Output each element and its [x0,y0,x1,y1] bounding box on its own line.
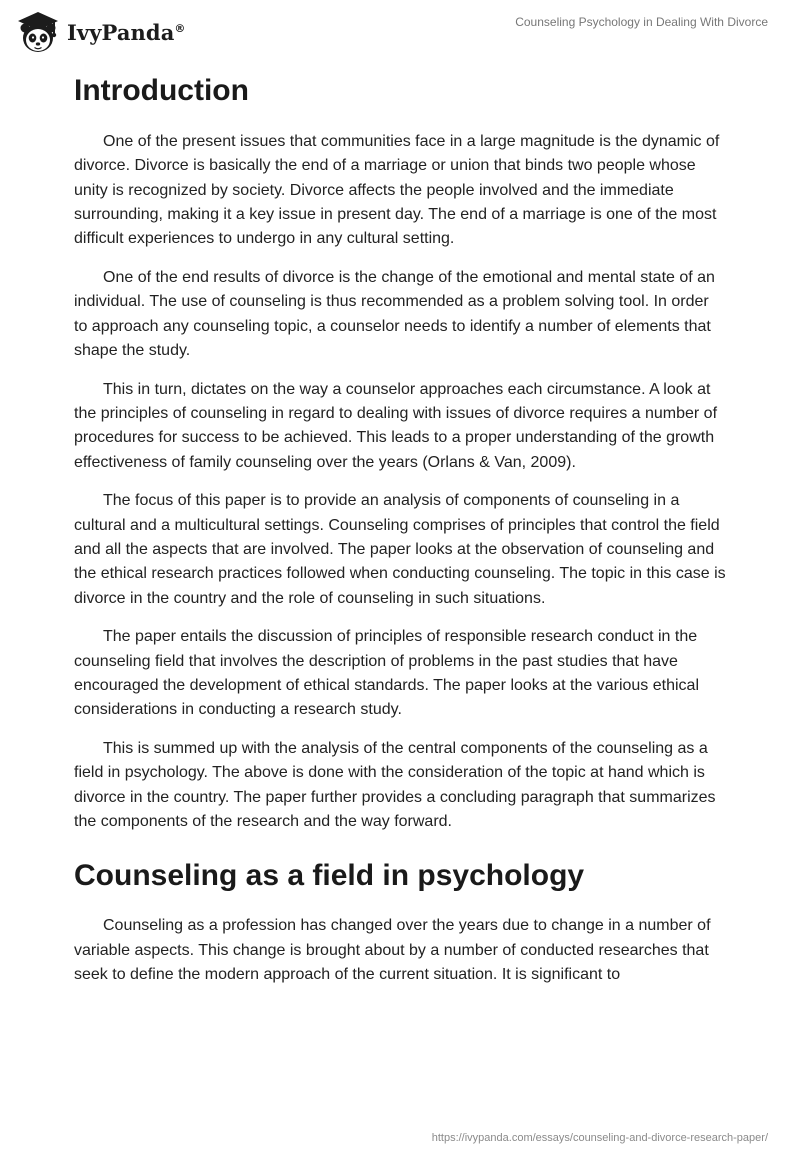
ivypanda-logo[interactable] [14,8,186,56]
panda-graduate-icon [14,9,62,55]
essay-body [74,72,726,1002]
paragraph: The paper entails the discussion of principles of responsible research conduct in the counseling field that involves the description of problems in the past studies that have encouraged the development of ethical standards. The paper looks at the various ethical considerations in conducting a research study. [74,628,699,719]
paragraph: Counseling as a profession has changed over the years due to change in a number of variable aspects. This change is brought about by a number of conducted researches that seek to define the modern approach of the current situation. It is significant to [74,917,711,983]
brand-name: IvyPanda® [67,19,186,45]
document-title: Counseling Psychology in Dealing With Divorce [515,15,768,29]
source-url[interactable]: https://ivypanda.com/essays/counseling-and-divorce-research-paper/ [431,1132,768,1144]
paragraph: One of the present issues that communities face in a large magnitude is the dynamic of divorce. Divorce is basically the end of a marriage or union that binds two people whose unity is recognized by society. Divorce affects the people involved and the immediate surrounding, making it a key issue in present day. The end of a marriage is one of the most difficult experiences to undergo in any cultural setting. [74,133,720,248]
registered-mark: ® [174,21,186,35]
paragraph: One of the end results of divorce is the change of the emotional and mental state of an individual. The use of counseling is thus recommended as a problem solving tool. In order to approach any counseling topic, a counselor needs to identify a number of elements that shape the study. [74,268,715,359]
paragraph: This is summed up with the analysis of the central components of the counseling as a field in psychology. The above is done with the consideration of the topic at hand which is divorce in the country. The paper further provides a concluding paragraph that summarizes the components of the research and the way forward. [74,740,716,830]
section-heading-counseling-field: Counseling as a field in psychology [74,859,585,893]
section-heading-introduction: Introduction [74,74,249,107]
paragraph: This in turn, dictates on the way a counselor approaches each circumstance. A look at the principles of counseling in regard to dealing with issues of divorce requires a number of procedures for success to be achieved. This leads to a proper understanding of the growth effectiveness of family counseling over the years (Orlans & Van, 2009). [74,380,718,471]
paragraph: The focus of this paper is to provide an analysis of components of counseling in a cultural and a multicultural settings. Counseling comprises of principles that control the field and all the aspects that are involved. The paper looks at the observation of counseling and the ethical research practices followed when conducting counseling. The topic in this case is divorce in the country and the role of counseling in such situations. [74,492,726,607]
